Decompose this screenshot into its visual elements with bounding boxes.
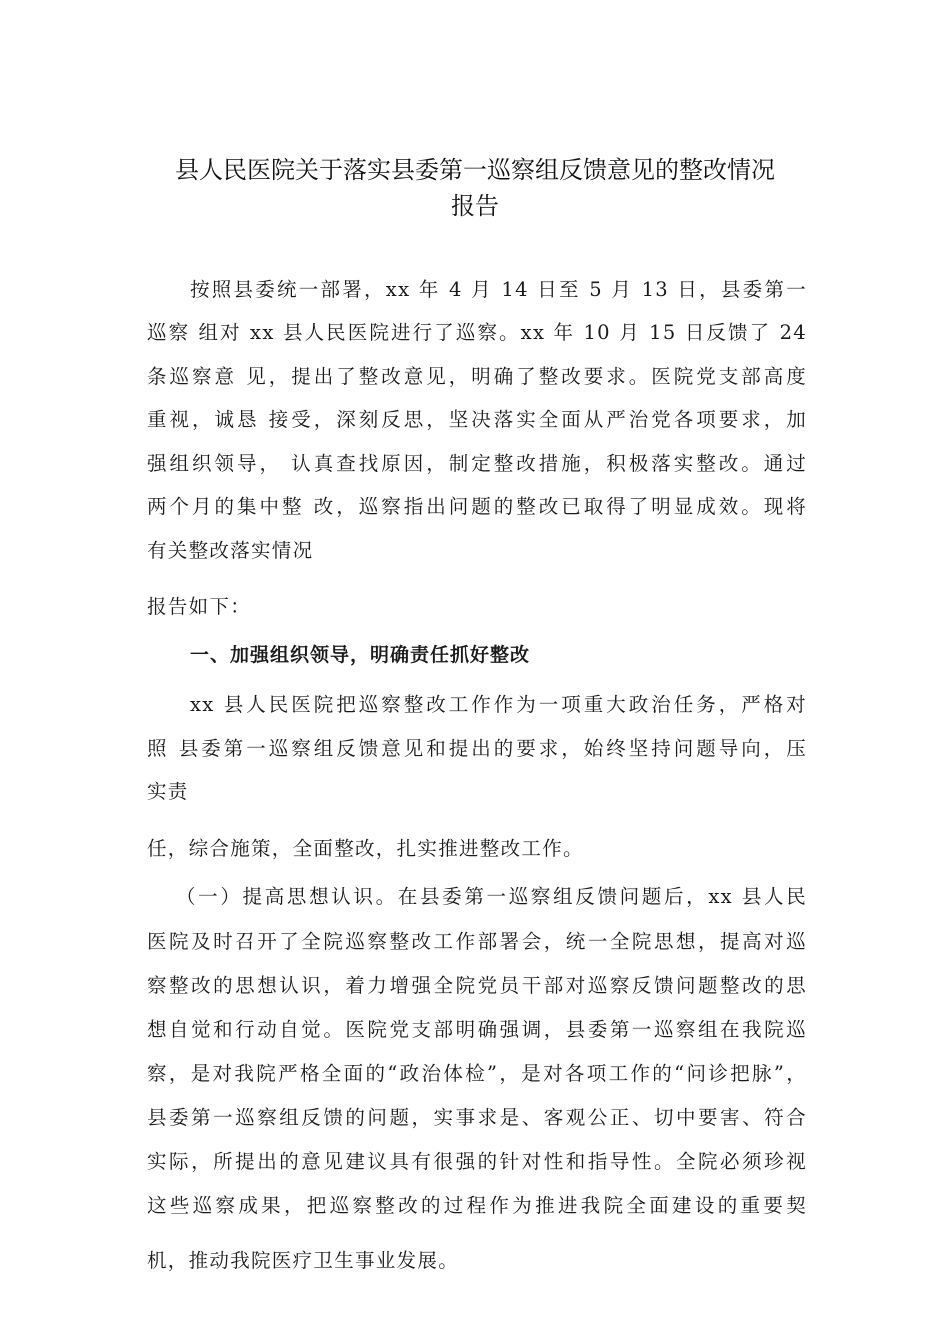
paragraph-5-line-6: 县委第一巡察组反馈的问题，实事求是、客观公正、切中要害、符合 [147,1106,807,1129]
paragraph-1-line-5: 强组织领导， 认真查找原因，制定整改措施，积极落实整改。通过 [147,452,807,475]
paragraph-5-line-9: 机，推动我院医疗卫生事业发展。 [147,1249,460,1272]
document-title-line-1: 县人民医院关于落实县委第一巡察组反馈意见的整改情况 [175,156,775,184]
paragraph-3-line-3: 实责 [147,780,189,803]
paragraph-1-line-6: 两个月的集中整 改，巡察指出问题的整改已取得了明显成效。现将 [147,495,807,518]
paragraph-5-line-3: 察整改的思想认识，着力增强全院党员干部对巡察反馈问题整改的思 [147,974,807,997]
paragraph-1-line-3: 条巡察意 见，提出了整改意见，明确了整改要求。医院党支部高度 [147,365,807,388]
paragraph-5-line-4: 想自觉和行动自觉。医院党支部明确强调，县委第一巡察组在我院巡 [147,1018,807,1041]
paragraph-1-line-4: 重视，诚恳 接受，深刻反思，坚决落实全面从严治党各项要求，加 [147,408,807,431]
paragraph-1-line-7: 有关整改落实情况 [147,539,314,562]
paragraph-1-line-2: 巡察 组对 xx 县人民医院进行了巡察。xx 年 10 月 15 日反馈了 24 [147,321,807,344]
section-heading-1: 一、加强组织领导，明确责任抓好整改 [190,644,531,666]
document-title-line-2: 报告 [451,192,499,220]
paragraph-5-line-1: （一）提高思想认识。在县委第一巡察组反馈问题后，xx 县人民 [176,885,807,908]
paragraph-1-line-1: 按照县委统一部署，xx 年 4 月 14 日至 5 月 13 日，县委第一 [190,278,807,301]
paragraph-5-line-7: 实际，所提出的意见建议具有很强的针对性和指导性。全院必须珍视 [147,1150,807,1173]
paragraph-5-line-5: 察，是对我院严格全面的“政治体检”，是对各项工作的“问诊把脉”， [147,1062,807,1085]
paragraph-2-line-1: 报告如下： [147,595,252,618]
paragraph-5-line-8: 这些巡察成果，把巡察整改的过程作为推进我院全面建设的重要契 [147,1194,807,1217]
paragraph-3-line-1: xx 县人民医院把巡察整改工作作为一项重大政治任务，严格对 [190,693,807,716]
paragraph-3-line-2: 照 县委第一巡察组反馈意见和提出的要求，始终坚持问题导向，压 [147,737,807,760]
paragraph-5-line-2: 医院及时召开了全院巡察整改工作部署会，统一全院思想，提高对巡 [147,930,807,953]
paragraph-4-line-1: 任，综合施策，全面整改，扎实推进整改工作。 [147,837,584,860]
